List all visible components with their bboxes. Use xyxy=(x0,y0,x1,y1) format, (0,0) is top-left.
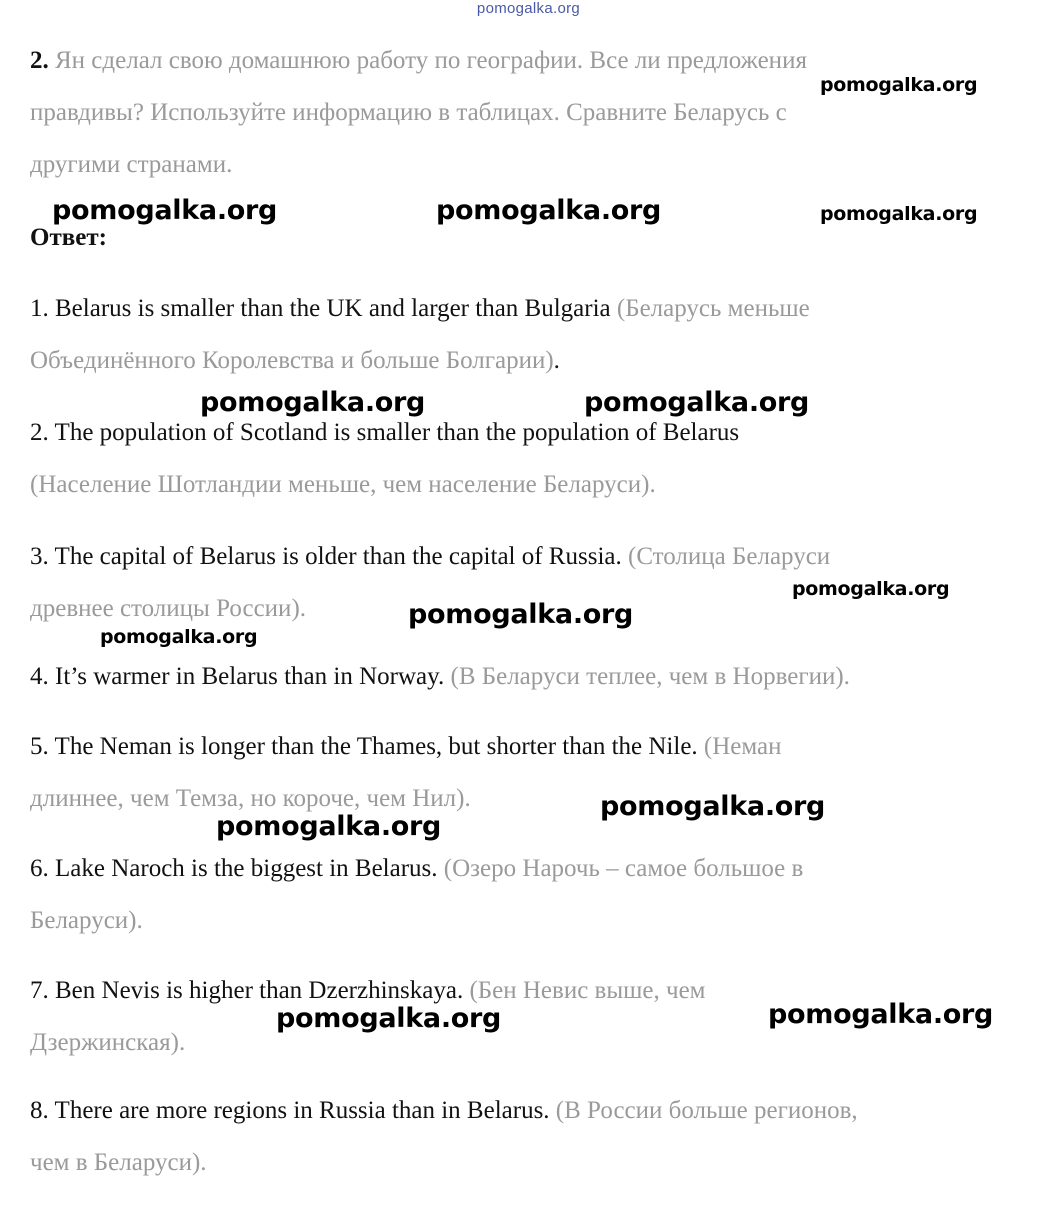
answer-1-ru-1: (Беларусь меньше xyxy=(616,295,810,322)
task-number: 2. xyxy=(30,47,49,74)
answer-7-en: 7. Ben Nevis is higher than Dzerzhinskaya. xyxy=(30,977,464,1004)
watermark: pomogalka.org xyxy=(584,387,810,418)
watermark: pomogalka.org xyxy=(600,791,826,822)
watermark: pomogalka.org xyxy=(820,203,978,225)
watermark: pomogalka.org xyxy=(200,387,426,418)
task-line-3: другими странами. xyxy=(30,151,233,178)
answer-1-line-1 xyxy=(30,294,810,324)
answer-6-line-1 xyxy=(30,854,803,884)
answer-7-ru-2: Дзержинская). xyxy=(30,1029,186,1056)
answer-5-en: 5. The Neman is longer than the Thames, but shorter than the Nile. xyxy=(30,733,698,760)
watermark: pomogalka.org xyxy=(792,578,950,600)
answer-8-line-1 xyxy=(30,1096,858,1126)
watermark: pomogalka.org xyxy=(768,999,994,1030)
answer-6-ru-2: Беларуси). xyxy=(30,907,143,934)
answer-6-en: 6. Lake Naroch is the biggest in Belarus. xyxy=(30,855,438,882)
answer-5-ru-2: длиннее, чем Темза, но короче, чем Нил). xyxy=(30,785,471,812)
answer-3-ru-2: древнее столицы России). xyxy=(30,595,307,622)
watermark: pomogalka.org xyxy=(100,626,258,648)
answer-1-line-2 xyxy=(30,346,560,376)
watermark: pomogalka.org xyxy=(408,599,634,630)
watermark: pomogalka.org xyxy=(216,811,442,842)
answer-3-en: 3. The capital of Belarus is older than the capital of Russia. xyxy=(30,543,622,570)
answer-1-en: 1. Belarus is smaller than the UK and larger than Bulgaria xyxy=(30,295,611,322)
task-text-1: Ян сделал свою домашнюю работу по географии. Все ли предложения xyxy=(55,47,807,74)
answer-2-en: 2. The population of Scotland is smaller than the population of Belarus xyxy=(30,419,740,446)
answer-7-ru-1: (Бен Невис выше, чем xyxy=(469,977,706,1004)
answer-8-ru-2: чем в Беларуси). xyxy=(30,1149,207,1176)
answer-3-ru-1: (Столица Беларуси xyxy=(628,543,831,570)
answer-4-en: 4. It’s warmer in Belarus than in Norway. xyxy=(30,663,445,690)
header-link[interactable]: pomogalka.org xyxy=(476,0,581,17)
answer-5-ru-1: (Неман xyxy=(703,733,782,760)
answer-label: Ответ: xyxy=(30,224,107,251)
answer-4-line-1 xyxy=(30,662,850,692)
answer-3-line-1 xyxy=(30,542,830,572)
answer-8-en: 8. There are more regions in Russia than in Belarus. xyxy=(30,1097,550,1124)
watermark: pomogalka.org xyxy=(436,195,662,226)
task-line-2: правдивы? Используйте информацию в таблицах. Сравните Беларусь с xyxy=(30,99,787,126)
answer-6-ru-1: (Озеро Нарочь – самое большое в xyxy=(443,855,804,882)
watermark: pomogalka.org xyxy=(276,1003,502,1034)
answer-8-ru-1: (В России больше регионов, xyxy=(555,1097,858,1124)
answer-1-ru-2: Объединённого Королевства и больше Болгарии) xyxy=(30,347,554,374)
answer-4-ru-1: (В Беларуси теплее, чем в Норвегии). xyxy=(450,663,850,690)
watermark: pomogalka.org xyxy=(820,74,978,96)
answer-1-end: . xyxy=(553,347,560,374)
watermark: pomogalka.org xyxy=(52,195,278,226)
task-line-1 xyxy=(30,46,807,76)
answer-7-line-1 xyxy=(30,976,706,1006)
answer-5-line-1 xyxy=(30,732,782,762)
answer-2-ru: (Население Шотландии меньше, чем население Беларуси). xyxy=(30,471,656,498)
